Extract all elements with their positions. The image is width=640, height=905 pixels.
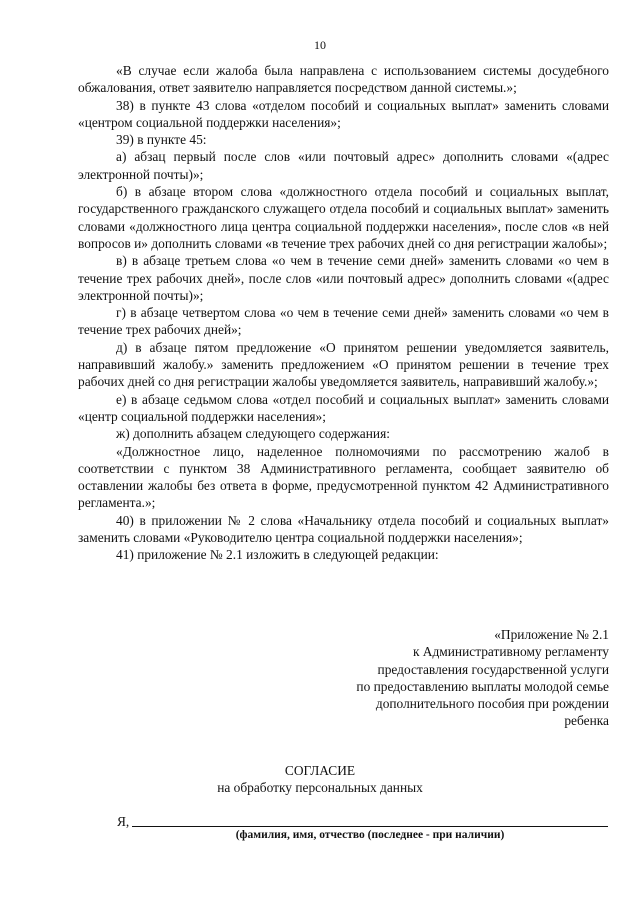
page-number: 10 bbox=[314, 38, 326, 52]
appendix-header bbox=[249, 626, 609, 730]
paragraph: б) в абзаце втором слова «должностного отдела пособий и социальных выплат, государственного гражданского служащего отдела пособий и социальных выплат» заменить словами «должностного лица центра социальной поддержки населения», после слов «в ней вопросов и» дополнить словами «в течение трех рабочих дней со дня регистрации жалобы»; bbox=[78, 184, 609, 251]
fio-hint: (фамилия, имя, отчество (последнее - при наличии) bbox=[235, 829, 505, 841]
paragraph: в) в абзаце третьем слова «о чем в течение семи дней» заменить словами «о чем в течение трех рабочих дней», после слов «или почтовый адрес» дополнить словами «(адрес электронной почты)»; bbox=[78, 253, 609, 303]
paragraph: «Должностное лицо, наделенное полномочиями по рассмотрению жалоб в соответствии с пунктом 38 Административного регламента, сообщает заявителю об оставлении жалобы без ответа в форме, предусмотренной пунктом 42 Административного регламента.»; bbox=[78, 443, 609, 511]
consent-title: СОГЛАСИЕ bbox=[284, 763, 356, 778]
appendix-line: дополнительного пособия при рождении bbox=[375, 696, 609, 712]
paragraph: «В случае если жалоба была направлена с использованием системы досудебного обжалования, ответ заявителю направляется посредством данной системы.»; bbox=[78, 63, 609, 96]
paragraph: г) в абзаце четвертом слова «о чем в течение семи дней» заменить словами «о чем в течение трех рабочих дней»; bbox=[78, 305, 609, 338]
fio-blank-line bbox=[132, 826, 608, 827]
paragraph: 40) в приложении № 2 слова «Начальнику отдела пособий и социальных выплат» заменить словами «Руководителю центра социальной поддержки населения»; bbox=[78, 512, 609, 546]
appendix-line: «Приложение № 2.1 bbox=[494, 627, 609, 642]
paragraph: 39) в пункте 45: bbox=[116, 132, 207, 148]
paragraph: е) в абзаце седьмом слова «отдел пособий и социальных выплат» заменить словами «центр социальной поддержки населения»; bbox=[78, 391, 609, 424]
appendix-line: ребенка bbox=[564, 713, 609, 729]
paragraph: 41) приложение № 2.1 изложить в следующей редакции: bbox=[116, 547, 439, 563]
appendix-line: по предоставлению выплаты молодой семье bbox=[356, 678, 609, 694]
consent-prefix: Я, bbox=[117, 814, 130, 829]
appendix-line: предоставления государственной услуги bbox=[377, 661, 609, 677]
paragraph: ж) дополнить абзацем следующего содержания: bbox=[116, 426, 390, 442]
document-body bbox=[78, 62, 609, 564]
paragraph: а) абзац первый после слов «или почтовый адрес» дополнить словами «(адрес электронной почты)»; bbox=[78, 149, 609, 182]
consent-subtitle: на обработку персональных данных bbox=[217, 780, 423, 795]
appendix-line: к Административному регламенту bbox=[412, 644, 609, 660]
paragraph: 38) в пункте 43 слова «отделом пособий и социальных выплат» заменить словами «центром социальной поддержки населения»; bbox=[78, 97, 609, 130]
paragraph: д) в абзаце пятом предложение «О принятом решении уведомляется заявитель, направивший жалобу.» заменить предложением «О принятом решении в течение трех рабочих дней со дня регистрации жалобы уведомляется заявитель, направивший жалобу.»; bbox=[78, 339, 609, 390]
